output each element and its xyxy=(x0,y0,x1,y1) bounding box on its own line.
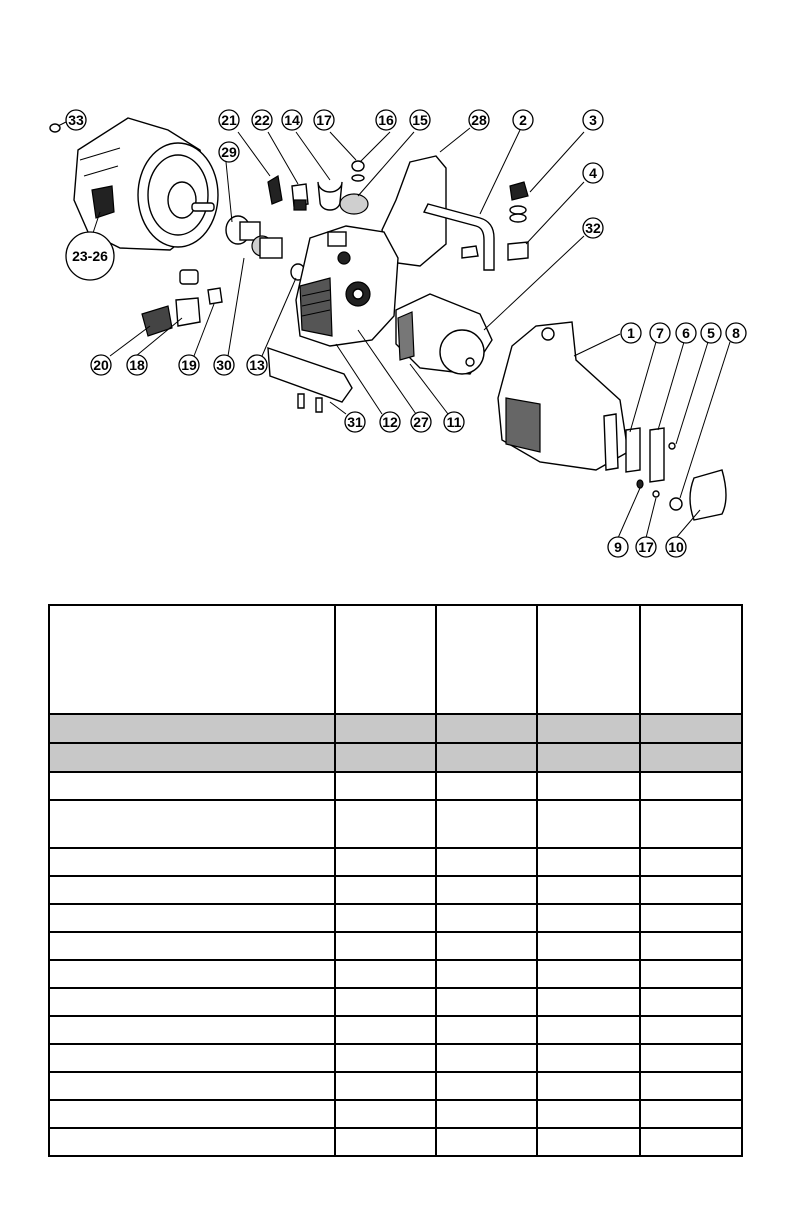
table-cell xyxy=(436,848,537,876)
table-cell xyxy=(436,605,537,714)
callout-2 xyxy=(513,110,533,130)
table-cell xyxy=(640,1016,742,1044)
table-row xyxy=(49,1044,742,1072)
callout-18 xyxy=(127,355,147,375)
table-row xyxy=(49,1072,742,1100)
svg-text:2: 2 xyxy=(519,112,527,128)
callout-23-26 xyxy=(66,232,114,280)
table-row xyxy=(49,876,742,904)
base-plate xyxy=(268,348,352,412)
callout-10 xyxy=(666,537,686,557)
table-cell xyxy=(640,960,742,988)
table-cell xyxy=(537,800,641,848)
svg-text:13: 13 xyxy=(249,357,265,373)
table-cell xyxy=(49,1072,335,1100)
table-cell xyxy=(537,876,641,904)
table-cell xyxy=(436,988,537,1016)
callout-8 xyxy=(726,323,746,343)
table-cell xyxy=(436,772,537,800)
pump-body xyxy=(296,226,398,346)
motor-assembly xyxy=(50,118,218,250)
fitting-parts xyxy=(142,270,222,336)
table-cell xyxy=(640,876,742,904)
table-cell xyxy=(335,605,436,714)
table-cell xyxy=(335,772,436,800)
svg-text:28: 28 xyxy=(471,112,487,128)
table-cell xyxy=(49,1044,335,1072)
table-cell xyxy=(640,1072,742,1100)
table-cell xyxy=(436,1100,537,1128)
cylinder-assembly xyxy=(396,294,492,374)
svg-text:33: 33 xyxy=(68,112,84,128)
table-cell xyxy=(49,1016,335,1044)
table-cell xyxy=(49,960,335,988)
svg-text:20: 20 xyxy=(93,357,109,373)
table-row xyxy=(49,960,742,988)
table-section-row xyxy=(49,743,742,772)
table-cell xyxy=(436,876,537,904)
table-cell xyxy=(335,743,436,772)
table-cell xyxy=(49,743,335,772)
callout-15 xyxy=(410,110,430,130)
callout-6 xyxy=(676,323,696,343)
table-cell xyxy=(335,904,436,932)
table-cell xyxy=(640,904,742,932)
callout-22 xyxy=(252,110,272,130)
table-cell xyxy=(335,876,436,904)
callout-30 xyxy=(214,355,234,375)
parts-list-table xyxy=(48,604,743,1157)
svg-text:32: 32 xyxy=(585,220,601,236)
table-cell xyxy=(436,743,537,772)
svg-text:21: 21 xyxy=(221,112,237,128)
table-row xyxy=(49,1100,742,1128)
table-cell xyxy=(537,605,641,714)
callout-33 xyxy=(66,110,86,130)
table-row xyxy=(49,1128,742,1156)
table-cell xyxy=(436,714,537,743)
table-cell xyxy=(335,932,436,960)
svg-text:23-26: 23-26 xyxy=(72,248,108,264)
callout-27 xyxy=(411,412,431,432)
table-cell xyxy=(537,1072,641,1100)
table-cell xyxy=(49,772,335,800)
table-cell xyxy=(335,988,436,1016)
table-cell xyxy=(537,714,641,743)
table-cell xyxy=(537,932,641,960)
callout-12 xyxy=(380,412,400,432)
svg-text:16: 16 xyxy=(378,112,394,128)
svg-text:30: 30 xyxy=(216,357,232,373)
table-section-row xyxy=(49,714,742,743)
table-row xyxy=(49,800,742,848)
svg-text:7: 7 xyxy=(656,325,664,341)
table-cell xyxy=(436,1128,537,1156)
callout-31 xyxy=(345,412,365,432)
table-cell xyxy=(335,1072,436,1100)
table-cell xyxy=(436,1044,537,1072)
table-row xyxy=(49,932,742,960)
table-cell xyxy=(537,1128,641,1156)
callout-21 xyxy=(219,110,239,130)
table-cell xyxy=(640,848,742,876)
coupling-parts xyxy=(226,216,305,280)
svg-text:6: 6 xyxy=(682,325,690,341)
callout-16 xyxy=(376,110,396,130)
svg-text:18: 18 xyxy=(129,357,145,373)
table-cell xyxy=(335,1044,436,1072)
svg-text:27: 27 xyxy=(413,414,429,430)
svg-text:3: 3 xyxy=(589,112,597,128)
table-cell xyxy=(537,1044,641,1072)
callout-29 xyxy=(219,142,239,162)
table-row xyxy=(49,848,742,876)
table-cell xyxy=(49,714,335,743)
svg-text:4: 4 xyxy=(589,165,597,181)
callout-7 xyxy=(650,323,670,343)
table-cell xyxy=(49,605,335,714)
table-cell xyxy=(49,1100,335,1128)
callout-9 xyxy=(608,537,628,557)
callout-14 xyxy=(282,110,302,130)
callout-3 xyxy=(583,110,603,130)
table-cell xyxy=(49,904,335,932)
svg-text:10: 10 xyxy=(668,539,684,555)
table-cell xyxy=(436,1016,537,1044)
oil-tube-fittings xyxy=(424,182,528,270)
table-cell xyxy=(335,960,436,988)
callout-20 xyxy=(91,355,111,375)
table-cell xyxy=(640,605,742,714)
svg-text:22: 22 xyxy=(254,112,270,128)
table-cell xyxy=(640,1100,742,1128)
table-cell xyxy=(436,1072,537,1100)
table-cell xyxy=(335,714,436,743)
svg-text:17: 17 xyxy=(638,539,654,555)
callout-5 xyxy=(701,323,721,343)
table-cell xyxy=(640,1128,742,1156)
table-cell xyxy=(49,1128,335,1156)
svg-text:19: 19 xyxy=(181,357,197,373)
table-cell xyxy=(335,1016,436,1044)
table-cell xyxy=(436,960,537,988)
svg-text:31: 31 xyxy=(347,414,363,430)
table-row xyxy=(49,772,742,800)
housing-cover xyxy=(498,322,628,470)
table-cell xyxy=(436,800,537,848)
table-cell xyxy=(49,876,335,904)
table-cell xyxy=(537,743,641,772)
callout-11 xyxy=(444,412,464,432)
table-cell xyxy=(640,772,742,800)
svg-text:1: 1 xyxy=(627,325,635,341)
table-cell xyxy=(537,1100,641,1128)
svg-text:11: 11 xyxy=(446,414,462,430)
table-cell xyxy=(537,960,641,988)
svg-text:8: 8 xyxy=(732,325,740,341)
table-cell xyxy=(335,848,436,876)
table-cell xyxy=(49,848,335,876)
table-cell xyxy=(640,714,742,743)
svg-text:12: 12 xyxy=(382,414,398,430)
table-header-row xyxy=(49,605,742,714)
callout-1 xyxy=(621,323,641,343)
table-cell xyxy=(537,988,641,1016)
table-row xyxy=(49,988,742,1016)
callout-4 xyxy=(583,163,603,183)
table-cell xyxy=(537,772,641,800)
table-cell xyxy=(436,904,537,932)
table-cell xyxy=(640,988,742,1016)
table-cell xyxy=(537,1016,641,1044)
table-cell xyxy=(640,800,742,848)
table-cell xyxy=(335,800,436,848)
callout-13 xyxy=(247,355,267,375)
sight-glass-parts xyxy=(626,428,726,520)
table-cell xyxy=(537,904,641,932)
callout-19 xyxy=(179,355,199,375)
table-cell xyxy=(537,848,641,876)
table-cell xyxy=(335,1128,436,1156)
svg-text:15: 15 xyxy=(412,112,428,128)
table-cell xyxy=(640,743,742,772)
table-cell xyxy=(436,932,537,960)
svg-text:17: 17 xyxy=(316,112,332,128)
callout-17-top xyxy=(314,110,334,130)
table-cell xyxy=(49,800,335,848)
callout-32 xyxy=(583,218,603,238)
svg-text:14: 14 xyxy=(284,112,300,128)
svg-text:29: 29 xyxy=(221,144,237,160)
table-row xyxy=(49,1016,742,1044)
table-cell xyxy=(640,932,742,960)
table-row xyxy=(49,904,742,932)
svg-text:5: 5 xyxy=(707,325,715,341)
callout-28 xyxy=(469,110,489,130)
table-cell xyxy=(49,932,335,960)
svg-text:9: 9 xyxy=(614,539,622,555)
table-cell xyxy=(640,1044,742,1072)
callout-17-bottom xyxy=(636,537,656,557)
valve-small-parts xyxy=(268,161,368,214)
exploded-parts-diagram xyxy=(0,0,792,600)
table-cell xyxy=(335,1100,436,1128)
table-cell xyxy=(49,988,335,1016)
